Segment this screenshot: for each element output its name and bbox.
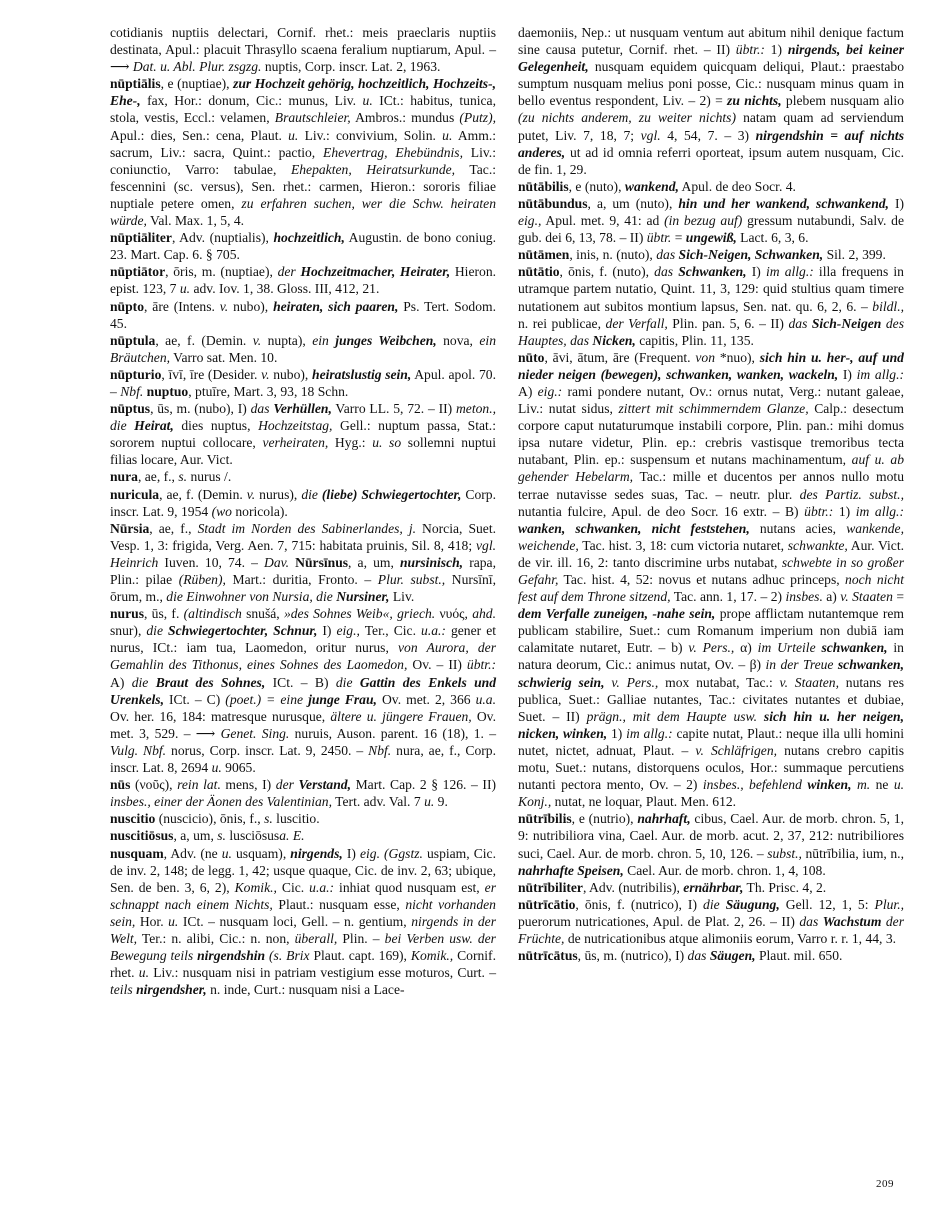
dictionary-entry: nūptula, ae, f. (Demin. v. nupta), ein junges Weibchen, nova, ein Bräutchen, Varro sat. Men. 10. (110, 332, 496, 365)
dictionary-entry: nūptiālis, e (nuptiae), zur Hochzeit gehörig, hochzeitlich, Hochzeits-, Ehe-, fax, Hor.: donum, Cic.: munus, Liv. u. ICt.: habitus, tunica, stola, vestis, Eccl.: velamen, Brautschleier, Ambros.: mundus (Putz), Apul.: dies, Sen.: cena, Plaut. u. Liv.: convivium, Solin. u. Amm.: sacrum, Liv.: sacra, Quint.: pactio, Ehevertrag, Ehebündnis, Liv.: coniunctio, Varro: tabulae, Ehepakten, Heiratsurkunde, Tac.: fescennini (sc. versus), Sen. rhet.: carmen, Hieron.: sororis filiae nuptiale petere omen, zu erfahren suchen, wer die Schw. heiraten würde, Val. Max. 1, 5, 4. (110, 76, 496, 229)
dictionary-entry: nuscitio (nuscicio), ōnis, f., s. luscitio. (110, 811, 320, 827)
dictionary-entry: nuricula, ae, f. (Demin. v. nurus), die (liebe) Schwiegertochter, Corp. inscr. Lat. 9, 1954 (wo noricola). (110, 486, 497, 519)
dictionary-entry: nūtrībilis, e (nutrio), nahrhaft, cibus, Cael. Aur. de morb. chron. 5, 1, 9: nutribiliora vina, Cael. Aur. de morb. acut. 2, 37, 212: nutribiliores suci, Cael. Aur. de morb. chron. 5, 10, 126. – subst., nūtrībilia, ium, n., nahrhafte Speisen, Cael. Aur. de morb. chron. 1, 4, 108. (518, 811, 904, 878)
dictionary-entry: nuscitiōsus, a, um, s. lusciōsusa. E. (110, 828, 305, 844)
dictionary-entry: nusquam, Adv. (ne u. usquam), nirgends, I) eig. (Ggstz. uspiam, Cic. de inv. 2, 148; de legg. 1, 42; usque quaque, Cic. de inv. 2, 63; ubique, Sen. de ben. 3, 6, 2), Komik., Cic. u.a.: inhiat quod nusquam est, er schnappt nach einem Nichts, Plaut.: nusquam esse, nicht vorhanden sein, Hor. u. ICt. – nusquam loci, Gell. – n. gentium, nirgends in der Welt, Ter.: n. alibi, Cic.: n. non, überall, Plin. – bei Verben usw. der Bewegung teils nirgendshin (s. Brix Plaut. capt. 169), Komik., Cornif. rhet. u. Liv.: nusquam nisi in patriam vestigium esse moturos, Curt. – teils nirgendsher, n. inde, Curt.: nusquam nisi a Lace- (110, 845, 496, 998)
dictionary-entry: nūs (νοῦς), rein lat. mens, I) der Verstand, Mart. Cap. 2 § 126. – II) insbes., einer der Äonen des Valentinian, Tert. adv. Val. 7 u. 9. (110, 777, 496, 810)
dictionary-entry: nūtrībiliter, Adv. (nutribilis), ernährbar, Th. Prisc. 4, 2. (518, 879, 827, 895)
dictionary-entry: cotidianis nuptiis delectari, Cornif. rhet.: meis praeclaris nuptiis destinata, Apul.: placuit Thrasyllo scaena feralium nuptiarum, Apul. – ⟶ Dat. u. Abl. Plur. zsgzg. nuptis, Corp. inscr. Lat. 2, 1963. (110, 25, 496, 75)
dictionary-entry: nura, ae, f., s. nurus /. (110, 469, 232, 485)
dictionary-entry: nūtāmen, inis, n. (nuto), das Sich-Neigen, Schwanken, Sil. 2, 399. (518, 247, 886, 263)
dictionary-entry: nūto, āvi, ātum, āre (Frequent. von *nuo), sich hin u. her-, auf und nieder neigen (bewegen), schwanken, wanken, wackeln, I) im allg.: A) eig.: rami pondere nutant, Ov.: ornus nutat, Verg.: nutant galeae, Liv.: nutat sidus, zittert mit schimmerndem Glanze, Calp.: desectum corpore caput nutaturumque instabili corpore, Plin. pan.: mihi domus ipsa nutare videtur, Plin. ep.: crebris vastisque tremoribus tecta nutabant, Plin. ep.: suspensum et nutans machinamentum, auf u. ab gehender Hebelarm, Tac.: mille et ducentos per annos nullo motu terrae nutavisse sedes suas, Tac. – neutr. plur. des Partiz. subst., nutantia fulcire, Apul. de deo Socr. 16 extr. – B) übtr.: 1) im allg.: wanken, schwanken, nicht feststehen, nutans acies, wankende, weichende, Tac. hist. 3, 18: cum victoria nutaret, schwankte, Aur. Vict. de vir. ill. 16, 2: tanto discrimine urbs nutabat, schwebte in so großer Gefahr, Tac. hist. 4, 52: novus et nutans adhuc princeps, noch nicht fest auf dem Throne sitzend, Tac. ann. 1, 17. – 2) insbes. a) v. Staaten = dem Verfalle zuneigen, -nahe sein, prope afflictam nutantemque rem publicam stabilire, Suet.: cum Romanum imperium non dubiā iam calamitate nutaret, Eutr. – b) v. Pers., α) im Urteile schwanken, in natura deorum, Cic.: animus nutat, Ov. – β) in der Treue schwanken, schwierig sein, v. Pers., mox nutabat, Tac.: v. Staaten, nutans res publica, Suet.: Galliae nutantes, Tac.: civitates nutantes et dubiae, Suet. – II) prägn., mit dem Haupte usw. sich hin u. her neigen, nicken, winken, 1) im allg.: capite nutat, Plaut.: neque illa ulli homini nutet, nictet, adnuat, Plaut. – v. Schläfrigen, nutans crebro capitis motu, Suet.: nutans, distorquens oculos, Hor.: summaque percutiens nutanti pectora mento, Ov. – 2) insbes., befehlend winken, m. ne u. Konj., nutat, ne loquar, Plaut. Men. 612. (518, 349, 905, 810)
dictionary-entry: daemoniis, Nep.: ut nusquam ventum aut abitum nihil denique factum sine causa putetur, Cornif. rhet. – II) übtr.: 1) nirgends, bei keiner Gelegenheit, nusquam equidem quicquam deliqui, Plaut.: praestabo sumptum nusquam melius poni posse, Cic.: nusquam minus quam in bello eventus respondent, Liv. – 2) = zu nichts, plebem nusquam alio (zu nichts anderem, zu weiter nichts) natam quam ad serviendum putet, Liv. 7, 18, 7; vgl. 4, 54, 7. – 3) nirgendshin = auf nichts anderes, ut ad id omnia referri oporteat, ipsum autem nusquam, Cic. de fin. 1, 29. (518, 25, 904, 177)
page-number: 209 (876, 1178, 894, 1190)
dictionary-entry: nūtātio, ōnis, f. (nuto), das Schwanken, I) im allg.: illa frequens in utramque partem nutatio, Quint. 11, 3, 129: quid stultius quam timere nutationem aut subitos montium lapsus, Sen. nat. qu. 6, 2, 6. – bildl., n. rei publicae, der Verfall, Plin. pan. 5, 6. – II) das Sich-Neigen des Hauptes, das Nicken, capitis, Plin. 11, 135. (518, 264, 904, 348)
dictionary-entry: nurus, ūs, f. (altindisch snušá, »des Sohnes Weib«, griech. νυός, ahd. snur), die Schwiegertochter, Schnur, I) eig., Ter., Cic. u.a.: gener et nurus, ICt.: iam tua, Laomedon, oritur nurus, von Aurora, der Gemahlin des Tithonus, eines Sohnes des Laomedon, Ov. – II) übtr.: A) die Braut des Sohnes, ICt. – B) die Gattin des Enkels und Urenkels, ICt. – C) (poet.) = eine junge Frau, Ov. met. 2, 366 u.a. Ov. her. 16, 184: matresque nurusque, ältere u. jüngere Frauen, Ov. met. 3, 529. – ⟶ Genet. Sing. nuruis, Auson. parent. 16 (18), 1. – Vulg. Nbf. norus, Corp. inscr. Lat. 9, 2450. – Nbf. nura, ae, f., Corp. inscr. Lat. 8, 2694 u. 9065. (110, 606, 497, 776)
dictionary-entry: nūptiāliter, Adv. (nuptialis), hochzeitlich, Augustin. de bono coniug. 23. Mart. Cap. 6. § 705. (110, 230, 496, 263)
dictionary-entry: nūpto, āre (Intens. v. nubo), heiraten, sich paaren, Ps. Tert. Sodom. 45. (110, 298, 496, 331)
dictionary-entry: nūpturio, īvī, īre (Desider. v. nubo), heiratslustig sein, Apul. apol. 70. – Nbf. nuptuo, ptuīre, Mart. 3, 93, 18 Schn. (110, 366, 496, 399)
dictionary-entry: nūtrīcātio, ōnis, f. (nutrico), I) die Säugung, Gell. 12, 1, 5: Plur., puerorum nutricationes, Apul. de Plat. 2, 26. – II) das Wachstum der Früchte, de nutricationibus atque alimoniis eorum, Varro r. r. 1, 44, 3. (518, 896, 905, 946)
dictionary-entry: nūtābilis, e (nuto), wankend, Apul. de deo Socr. 4. (518, 178, 796, 194)
dictionary-entry: nūtābundus, a, um (nuto), hin und her wankend, schwankend, I) eig., Apul. met. 9, 41: ad (in bezug auf) gressum nutabundi, Salv. de gub. dei 6, 13, 78. – II) übtr. = ungewiß, Lact. 6, 3, 6. (518, 195, 905, 246)
dictionary-entry: nūptus, ūs, m. (nubo), I) das Verhüllen, Varro LL. 5, 72. – II) meton., die Heirat, dies nuptus, Hochzeitstag, Gell.: nuptum passa, Stat.: sororem nuptui collocare, verheiraten, Hyg.: u. so sollemni nuptui filias locare, Aur. Vict. (110, 401, 497, 468)
right-column (518, 24, 904, 964)
dictionary-entry: Nūrsia, ae, f., Stadt im Norden des Sabinerlandes, j. Norcia, Suet. Vesp. 1, 3: frigida, Verg. Aen. 7, 715: habitata pruinis, Sil. 8, 418; vgl. Heinrich Iuven. 10, 74. – Dav. Nūrsīnus, a, um, nursinisch, rapa, Plin.: pilae (Rüben), Mart.: duritia, Fronto. – Plur. subst., Nursīnī, ōrum, m., die Einwohner von Nursia, die Nursiner, Liv. (110, 520, 497, 605)
dictionary-entry: nūptiātor, ōris, m. (nuptiae), der Hochzeitmacher, Heirater, Hieron. epist. 123, 7 u. adv. Iov. 1, 38. Gloss. III, 412, 21. (110, 264, 497, 297)
dictionary-entry: nūtrīcātus, ūs, m. (nutrico), I) das Säugen, Plaut. mil. 650. (518, 948, 843, 964)
left-column (110, 24, 496, 998)
